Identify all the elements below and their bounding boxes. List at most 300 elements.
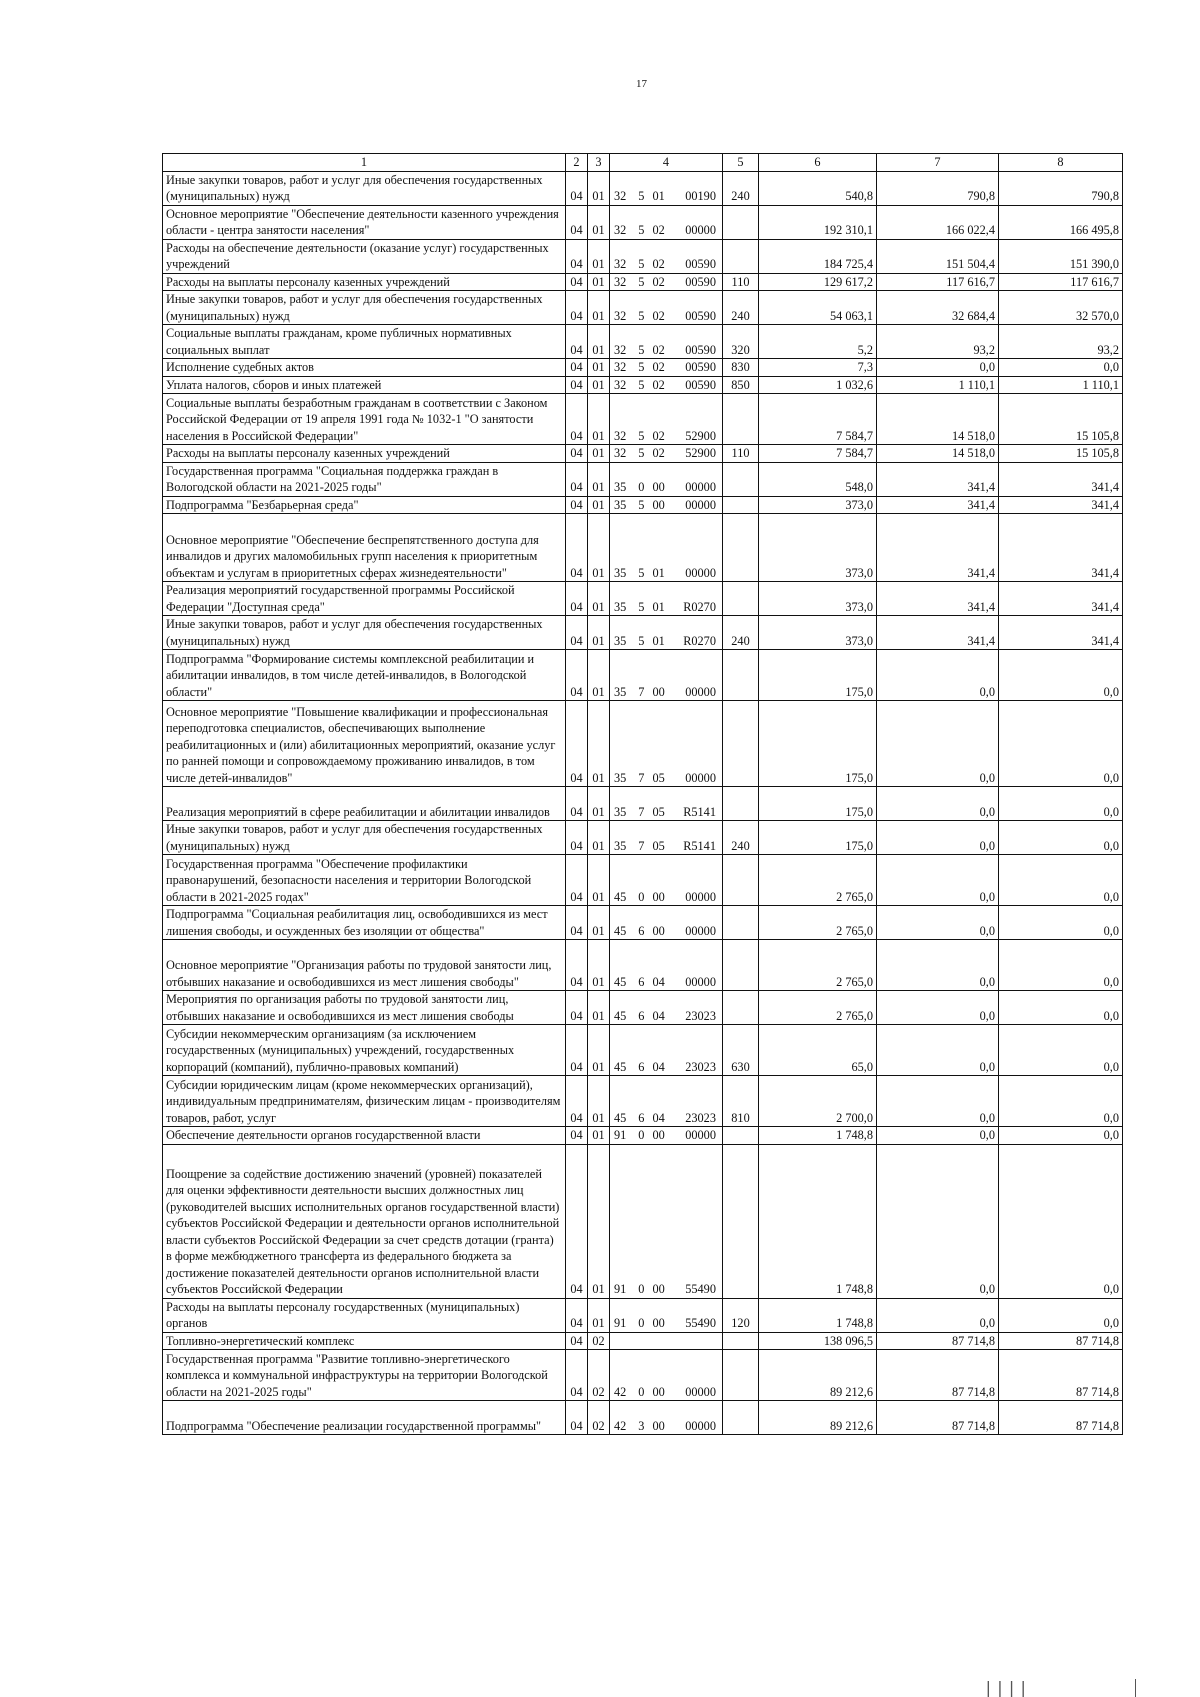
target-article-parts [610,308,722,325]
target-article-code [610,514,723,582]
target-article-parts [610,256,722,273]
target-article-parts [610,770,722,787]
target-article-part: 00590 [685,274,716,289]
row-name: Основное мероприятие "Обеспечение деятельности казенного учреждения области - центра занятости населения" [163,205,566,239]
row-name: Расходы на выплаты персоналу казенных учреждений [163,445,566,463]
subsection-code: 01 [588,514,610,582]
target-article-parts [610,342,722,359]
amount-col8: 0,0 [999,1025,1123,1076]
expense-type-code: 240 [723,291,759,325]
expense-type-code: 830 [723,359,759,377]
subsection-code: 01 [588,394,610,445]
target-article-part: 00000 [685,923,716,938]
target-article-part: 23023 [685,1059,716,1074]
amount-col8: 117 616,7 [999,273,1123,291]
target-article-part: 0 [638,1316,645,1330]
target-article-part: 02 [652,446,665,460]
expense-type-code [723,462,759,496]
section-code: 04 [566,291,588,325]
amount-col6: 2 765,0 [759,991,877,1025]
subsection-code: 01 [588,359,610,377]
target-article-part: 00 [652,1128,665,1142]
target-article-part: 01 [652,565,665,580]
target-article-part: 6 [638,974,645,989]
amount-col6: 7,3 [759,359,877,377]
target-article-code [610,325,723,359]
amount-col8: 166 495,8 [999,205,1123,239]
row-name: Социальные выплаты безработным гражданам в соответствии с Законом Российской Федерации от 19 апреля 1991 года № 1032-1 "О занятости населения в Российской Федерации" [163,394,566,445]
section-code: 04 [566,273,588,291]
target-article-part: 32 [614,377,627,392]
target-article-part: 7 [638,838,645,853]
target-article-part: 00000 [685,770,716,785]
amount-col8: 790,8 [999,171,1123,205]
subsection-code: 01 [588,1127,610,1145]
target-article-part: 00000 [685,565,716,580]
target-article-parts [610,1315,722,1332]
table-row [163,1127,1123,1145]
amount-col6: 1 748,8 [759,1144,877,1298]
amount-col6: 54 063,1 [759,291,877,325]
amount-col6: 1 032,6 [759,376,877,394]
target-article-part: 01 [652,599,665,614]
target-article-part: 6 [638,923,645,938]
amount-col7: 0,0 [877,906,999,940]
subsection-code: 01 [588,906,610,940]
expense-type-code: 110 [723,273,759,291]
amount-col7: 14 518,0 [877,445,999,463]
target-article-code [610,855,723,906]
row-name: Мероприятия по организация работы по трудовой занятости лиц, отбывших наказание и освободившихся из мест лишения свободы [163,991,566,1025]
target-article-part: 6 [638,1008,645,1023]
row-name: Расходы на обеспечение деятельности (оказание услуг) государственных учреждений [163,239,566,273]
target-article-part: 0 [638,1282,645,1296]
target-article-part: 35 [614,838,627,853]
section-code: 04 [566,1025,588,1076]
target-article-part: 0 [638,1128,645,1142]
table-header-row [163,154,1123,172]
expense-type-code: 240 [723,171,759,205]
subsection-code: 01 [588,616,610,650]
target-article-part: 00590 [685,360,716,374]
target-article-part: R5141 [683,838,716,853]
amount-col7: 0,0 [877,1076,999,1127]
target-article-part: 45 [614,1008,627,1023]
amount-col7: 0,0 [877,855,999,906]
table-row [163,376,1123,394]
target-article-part: 6 [638,1110,645,1125]
target-article-part: 00590 [685,377,716,392]
expense-type-code [723,906,759,940]
target-article-part: 91 [614,1316,627,1330]
row-name: Исполнение судебных актов [163,359,566,377]
expense-type-code [723,496,759,514]
expense-type-code [723,394,759,445]
expense-type-code [723,205,759,239]
section-code: 04 [566,394,588,445]
target-article-part: 05 [652,838,665,853]
subsection-code: 01 [588,1025,610,1076]
table-row [163,1144,1123,1298]
row-name: Государственная программа "Обеспечение профилактики правонарушений, безопасности населения и территории Вологодской области в 2021-2025 годах" [163,855,566,906]
row-name: Подпрограмма "Безбарьерная среда" [163,496,566,514]
expense-type-code: 850 [723,376,759,394]
target-article-part: 91 [614,1282,627,1296]
target-article-code [610,821,723,855]
amount-col7: 151 504,4 [877,239,999,273]
amount-col6: 373,0 [759,582,877,616]
target-article-part: 52900 [685,428,716,443]
target-article-parts [610,1418,722,1435]
amount-col8: 0,0 [999,855,1123,906]
amount-col7: 0,0 [877,359,999,377]
subsection-code: 01 [588,291,610,325]
target-article-part: 52900 [685,446,716,460]
amount-col8: 87 714,8 [999,1350,1123,1401]
target-article-part: 00 [652,480,665,494]
section-code: 04 [566,991,588,1025]
row-name: Иные закупки товаров, работ и услуг для обеспечения государственных (муниципальных) нужд [163,821,566,855]
table-row [163,394,1123,445]
target-article-part: 04 [652,1110,665,1125]
target-article-code [610,376,723,394]
target-article-code [610,273,723,291]
row-name: Поощрение за содействие достижению значений (уровней) показателей для оценки эффективности деятельности высших должностных лиц (руководителей высших исполнительных органов государственной власти) субъектов Российской Федерации и деятельности органов исполнительной власти субъектов Российской Федерации за счет средств дотации (гранта) в форме межбюджетного трансферта из федерального бюджета за достижение показателей деятельности органов исполнительной власти субъектов Российской Федерации [163,1144,566,1298]
amount-col8: 0,0 [999,1298,1123,1332]
row-name: Основное мероприятие "Организация работы по трудовой занятости лиц, отбывших наказание и освободившихся из мест лишения свободы" [163,940,566,991]
target-article-part: 23023 [685,1008,716,1023]
amount-col6: 175,0 [759,701,877,787]
target-article-part: 00000 [685,974,716,989]
amount-col6: 192 310,1 [759,205,877,239]
amount-col6: 2 765,0 [759,855,877,906]
subsection-code: 01 [588,821,610,855]
amount-col6: 65,0 [759,1025,877,1076]
table-row [163,171,1123,205]
table-row [163,205,1123,239]
target-article-part: 5 [638,428,645,443]
subsection-code: 02 [588,1401,610,1435]
target-article-part: 55490 [685,1282,716,1296]
amount-col6: 2 700,0 [759,1076,877,1127]
section-code: 04 [566,616,588,650]
row-name: Реализация мероприятий в сфере реабилитации и абилитации инвалидов [163,787,566,821]
amount-col7: 341,4 [877,582,999,616]
row-name: Социальные выплаты гражданам, кроме публичных нормативных социальных выплат [163,325,566,359]
target-article-part: 42 [614,1384,627,1399]
target-article-parts [610,1127,722,1144]
row-name: Топливно-энергетический комплекс [163,1332,566,1350]
target-article-part: 02 [652,428,665,443]
target-article-part: 35 [614,599,627,614]
section-code: 04 [566,462,588,496]
row-name: Субсидии некоммерческим организациям (за исключением государственных (муниципальных) учреждений, государственных корпораций (компаний), публично-правовых компаний) [163,1025,566,1076]
section-code: 04 [566,1127,588,1145]
amount-col7: 166 022,4 [877,205,999,239]
table-row [163,582,1123,616]
target-article-part: 32 [614,189,627,203]
expense-type-code [723,1401,759,1435]
target-article-code [610,394,723,445]
header-cell: 8 [999,154,1123,172]
table-row [163,1332,1123,1350]
target-article-code [610,239,723,273]
target-article-parts [610,428,722,445]
amount-col8: 0,0 [999,906,1123,940]
section-code: 04 [566,496,588,514]
section-code: 04 [566,514,588,582]
amount-col8: 87 714,8 [999,1401,1123,1435]
target-article-part: 0 [638,1384,645,1399]
target-article-code [610,1144,723,1298]
amount-col8: 0,0 [999,1127,1123,1145]
target-article-part: 5 [638,446,645,460]
target-article-code [610,291,723,325]
expense-type-code: 320 [723,325,759,359]
section-code: 04 [566,1401,588,1435]
target-article-code [610,1401,723,1435]
amount-col6: 129 617,2 [759,273,877,291]
table-row [163,701,1123,787]
target-article-code [610,940,723,991]
section-code: 04 [566,940,588,991]
amount-col7: 1 110,1 [877,376,999,394]
target-article-code [610,1332,723,1350]
row-name: Иные закупки товаров, работ и услуг для обеспечения государственных (муниципальных) нужд [163,291,566,325]
expense-type-code: 240 [723,616,759,650]
table-row [163,273,1123,291]
amount-col6: 7 584,7 [759,445,877,463]
target-article-part: 02 [652,360,665,374]
row-name: Иные закупки товаров, работ и услуг для обеспечения государственных (муниципальных) нужд [163,171,566,205]
target-article-part: 7 [638,770,645,785]
amount-col7: 0,0 [877,1025,999,1076]
header-cell: 4 [610,154,723,172]
amount-col7: 0,0 [877,1127,999,1145]
subsection-code: 01 [588,787,610,821]
target-article-part: 00 [652,1384,665,1399]
target-article-part: 00000 [685,684,716,699]
amount-col6: 175,0 [759,650,877,701]
amount-col6: 184 725,4 [759,239,877,273]
table-row [163,906,1123,940]
target-article-code [610,496,723,514]
target-article-part: 01 [652,633,665,648]
row-name: Расходы на выплаты персоналу государственных (муниципальных) органов [163,1298,566,1332]
subsection-code: 01 [588,376,610,394]
target-article-part: 32 [614,257,627,271]
header-cell: 6 [759,154,877,172]
expense-type-code [723,1332,759,1350]
row-name: Обеспечение деятельности органов государственной власти [163,1127,566,1145]
subsection-code: 01 [588,991,610,1025]
target-article-parts [610,889,722,906]
table-row [163,855,1123,906]
target-article-code [610,359,723,377]
amount-col8: 341,4 [999,496,1123,514]
target-article-part: 7 [638,804,645,819]
target-article-part: 00590 [685,342,716,357]
target-article-part: 02 [652,274,665,289]
amount-col6: 373,0 [759,616,877,650]
subsection-code: 02 [588,1332,610,1350]
section-code: 04 [566,359,588,377]
expense-type-code: 120 [723,1298,759,1332]
target-article-part: R0270 [683,599,716,614]
section-code: 04 [566,1076,588,1127]
row-name: Подпрограмма "Социальная реабилитация лиц, освободившихся из мест лишения свободы, и осужденных без изоляции от общества" [163,906,566,940]
section-code: 04 [566,906,588,940]
target-article-part: 5 [638,342,645,357]
expense-type-code [723,855,759,906]
expense-type-code [723,1144,759,1298]
amount-col8: 0,0 [999,821,1123,855]
section-code: 04 [566,1350,588,1401]
budget-table [162,153,1123,1435]
target-article-parts [610,1281,722,1298]
amount-col7: 341,4 [877,496,999,514]
target-article-parts [610,974,722,991]
amount-col7: 341,4 [877,514,999,582]
amount-col8: 0,0 [999,359,1123,377]
amount-col6: 7 584,7 [759,394,877,445]
amount-col7: 341,4 [877,462,999,496]
section-code: 04 [566,821,588,855]
target-article-part: 32 [614,428,627,443]
subsection-code: 01 [588,940,610,991]
row-name: Расходы на выплаты персоналу казенных учреждений [163,273,566,291]
target-article-part: 02 [652,257,665,271]
expense-type-code [723,514,759,582]
expense-type-code [723,582,759,616]
subsection-code: 01 [588,462,610,496]
target-article-code [610,1298,723,1332]
row-name: Основное мероприятие "Обеспечение беспрепятственного доступа для инвалидов и других маломобильных групп населения к приоритетным объектам и услугам в приоритетных сферах жизнедеятельности" [163,514,566,582]
target-article-part: 35 [614,633,627,648]
target-article-part: 32 [614,308,627,323]
target-article-parts [610,599,722,616]
table-row [163,239,1123,273]
target-article-part: 04 [652,974,665,989]
amount-col7: 87 714,8 [877,1332,999,1350]
target-article-parts [610,804,722,821]
amount-col8: 0,0 [999,701,1123,787]
amount-col7: 93,2 [877,325,999,359]
target-article-part: 5 [638,274,645,289]
target-article-part: 05 [652,804,665,819]
target-article-parts [610,1384,722,1401]
amount-col7: 117 616,7 [877,273,999,291]
row-name: Основное мероприятие "Повышение квалификации и профессиональная переподготовка специалистов, обеспечивающих выполнение реабилитационных и (или) абилитационных мероприятий, оказание услуг по ранней помощи и сопровождаемому проживанию инвалидов, в том числе детей-инвалидов" [163,701,566,787]
target-article-part: 55490 [685,1316,716,1330]
target-article-part: 05 [652,770,665,785]
amount-col7: 87 714,8 [877,1401,999,1435]
target-article-code [610,171,723,205]
amount-col6: 1 748,8 [759,1298,877,1332]
target-article-part: 5 [638,633,645,648]
target-article-part: 45 [614,974,627,989]
subsection-code: 01 [588,171,610,205]
target-article-part: 5 [638,565,645,580]
target-article-parts [610,1110,722,1127]
target-article-part: 00000 [685,1418,716,1433]
amount-col8: 151 390,0 [999,239,1123,273]
target-article-part: 45 [614,1110,627,1125]
table-row [163,991,1123,1025]
target-article-part: R5141 [683,804,716,819]
subsection-code: 01 [588,273,610,291]
section-code: 04 [566,650,588,701]
amount-col6: 138 096,5 [759,1332,877,1350]
table-row [163,821,1123,855]
target-article-parts [610,923,722,940]
subsection-code: 02 [588,1350,610,1401]
target-article-part: 01 [652,189,665,203]
target-article-part: 00 [652,889,665,904]
table-row [163,1350,1123,1401]
target-article-parts [610,222,722,239]
table-row [163,514,1123,582]
target-article-part: 00000 [685,480,716,494]
page-number: 17 [636,78,647,90]
target-article-part: 00 [652,684,665,699]
amount-col8: 341,4 [999,616,1123,650]
target-article-part: 00 [652,1418,665,1433]
subsection-code: 01 [588,1076,610,1127]
subsection-code: 01 [588,1298,610,1332]
subsection-code: 01 [588,701,610,787]
section-code: 04 [566,701,588,787]
amount-col6: 2 765,0 [759,906,877,940]
target-article-part: 00190 [685,189,716,203]
amount-col8: 0,0 [999,650,1123,701]
table-row [163,616,1123,650]
target-article-part: 00 [652,923,665,938]
target-article-part: 45 [614,1059,627,1074]
target-article-parts [610,684,722,701]
target-article-part: 5 [638,599,645,614]
target-article-part: 35 [614,804,627,819]
amount-col8: 341,4 [999,462,1123,496]
expense-type-code [723,1127,759,1145]
table-row [163,1401,1123,1435]
expense-type-code [723,650,759,701]
target-article-part: 00590 [685,308,716,323]
section-code: 04 [566,1332,588,1350]
target-article-code [610,582,723,616]
amount-col6: 373,0 [759,496,877,514]
target-article-parts [610,497,722,514]
target-article-code [610,787,723,821]
target-article-code [610,616,723,650]
amount-col8: 93,2 [999,325,1123,359]
target-article-part: 5 [638,360,645,374]
target-article-parts [610,274,722,291]
amount-col7: 0,0 [877,650,999,701]
amount-col6: 548,0 [759,462,877,496]
amount-col6: 89 212,6 [759,1350,877,1401]
table-row [163,1025,1123,1076]
section-code: 04 [566,582,588,616]
target-article-code [610,991,723,1025]
amount-col7: 790,8 [877,171,999,205]
target-article-part: 91 [614,1128,627,1142]
row-name: Подпрограмма "Обеспечение реализации государственной программы" [163,1401,566,1435]
expense-type-code: 810 [723,1076,759,1127]
amount-col8: 0,0 [999,1144,1123,1298]
target-article-code [610,1076,723,1127]
amount-col6: 175,0 [759,787,877,821]
